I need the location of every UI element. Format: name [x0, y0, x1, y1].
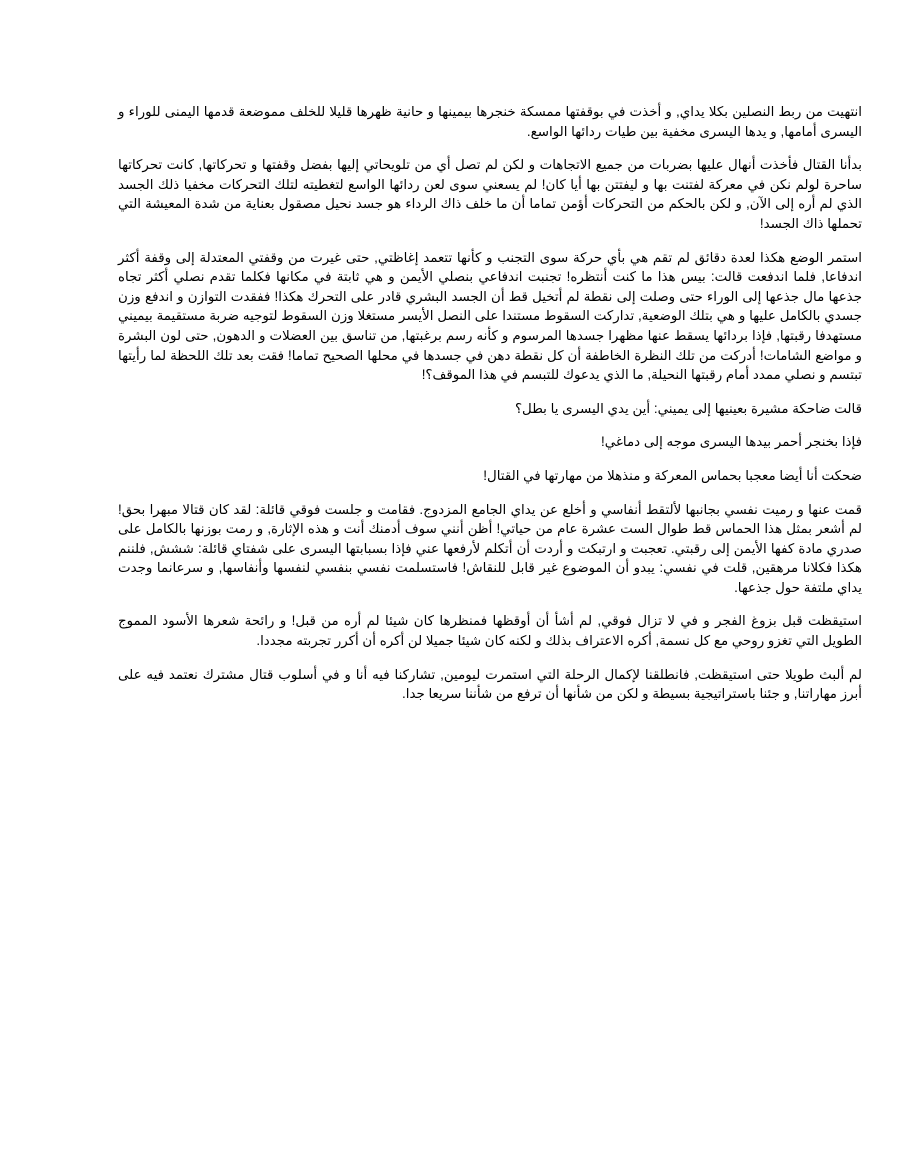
paragraph-8: استيقظت قبل بزوغ الفجر و في لا تزال فوقي, لم أشأ أن أوقظها فمنظرها كان شيئا لم أره من قبل! و رائحة شعرها الأسود المموج الطويل التي تغزو روحي مع كل نسمة, أكره الاعتراف بذلك و لكنه كان شيئا جميلا لن أكره أن أكرر تجربته مجددا.	[118, 613, 862, 649]
paragraph-6: ضحكت أنا أيضا معجبا بحماس المعركة و منذهلا من مهارتها في القتال!	[483, 467, 862, 483]
paragraph-5: فإذا بخنجر أحمر بيدها اليسرى موجه إلى دماغي!	[601, 434, 862, 450]
paragraph-3: استمر الوضع هكذا لعدة دقائق لم تقم هي بأي حركة سوى التجنب و كأنها تتعمد إغاظتي, حتى غيرت من وقفتي المعتدلة إلى وقفة أكثر اندفاعا, فلما اندفعت قالت: بيس هذا ما كنت أنتظره! تجنبت اندفاعي بنصلي الأيمن و هي ثابتة في مكانها فكلما تقدم نصلي أكثر تجاه جذعها مال جذعها إلى الوراء حتى وصلت إلى نقطة لم أتخيل قط أن الجسد البشري قادر على التحرك هكذا! ففقدت التوازن و اندفع وزن جسدي بالكامل عليها و هي بتلك الوضعية, تداركت السقوط مستندا على النصل الأيسر مستغلا وزن السقوط لتوجيه ضربة مستقيمة بيميني مستهدفا رقبتها, فإذا بردائها يسقط عنها مظهرا جسدها المرسوم و كأنه رسم برغبتها, من تناسق بين العضلات و الدهون, حتى لون البشرة و مواضع الشامات! أدركت من تلك النظرة الخاطفة أن كل نقطة دهن في جسدها في محلها الصحيح تماما! فقت بعد تلك اللحظة لما رأيتها تبتسم و نصلي ممدد أمام رقبتها النحيلة, ما الذي يدعوك للتبسم في هذا الموقف؟!	[118, 249, 862, 383]
paragraph-4: قالت ضاحكة مشيرة بعينيها إلى يميني: أين يدي اليسرى يا بطل؟	[514, 400, 862, 416]
paragraph-2: بدأنا القتال فأخذت أنهال عليها بضربات من جميع الاتجاهات و لكن لم تصل أي من تلويحاتي إليها بفضل وقفتها و تحركاتها, كانت تحركاتها ساحرة لولم نكن في معركة لفتنت بها و ليفتتن بها أيا كان! لم يسعني سوى لعن ردائها الواسع لتغطيته لتلك التحركات مخفيا ذلك الجسد الذي لم أره إلى الآن, و لكن بالحكم من التحركات أؤمن تماما أن ما خلف ذاك الرداء هو جسد نحيل مصقول بعناية من شدة المعيشة التي تحملها ذاك الجسد!	[118, 157, 862, 231]
document-page	[118, 102, 862, 718]
paragraph-7: قمت عنها و رميت نفسي بجانبها لألتقط أنفاسي و أخلع عن يداي الجامع المزدوج. فقامت و جلست فوقي قائلة: لقد كان قتالا مبهرا بحق! لم أشعر بمثل هذا الحماس قط طوال الست عشرة عام من حياتي! أظن أنني سوف أدمنك أنت و هذه الإثارة, و رمت بوزنها بالكامل على صدري مادة كفها الأيمن إلى رقبتي. تعجبت و ارتبكت و أردت أن أتكلم لأرفعها عني فإذا بسبابتها اليسرى على شفتاي قائلة: ششش, فلننم هكذا فكلانا مرهقين, قلت في نفسي: يبدو أن الموضوع غير قابل للنقاش! فاستسلمت نفسي بنفسي لنفسها وأنفاسها, و سرعانما وجدت يداي ملتفة حول جذعها.	[118, 501, 862, 595]
paragraph-1: انتهيت من ربط النصلين بكلا يداي, و أخذت في بوقفتها ممسكة خنجرها بيمينها و حانية ظهرها قليلا للخلف مموضعة قدمها اليمنى للوراء و اليسرى أمامها, و يدها اليسرى مخفية بين طيات ردائها الواسع.	[118, 104, 862, 139]
paragraph-9: لم ألبث طويلا حتى استيقظت, فانطلقنا لإكمال الرحلة التي استمرت ليومين, تشاركنا فيه أنا و في أسلوب قتال مشترك نعتمد فيه على أبرز مهاراتنا, و جئنا باستراتيجية بسيطة و لكن من شأنها أن ترفع من شأننا سريعا جدا.	[118, 666, 862, 702]
